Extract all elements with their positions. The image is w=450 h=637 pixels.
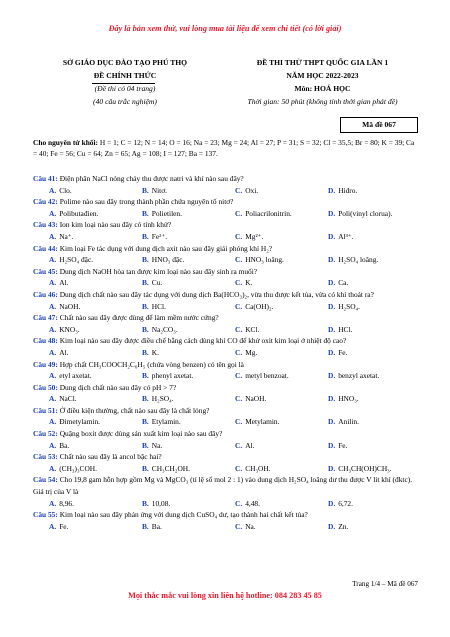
answer-option [49,277,142,289]
question-text: Dung dịch chất nào sau đây có pH > 7? [57,382,177,392]
option-text: Zn. [338,521,349,531]
option-letter: B. [142,371,149,381]
option-text: Ba. [151,521,162,531]
question-text: Chất nào sau đây được dùng để làm mềm nước cứng? [57,313,219,323]
option-text: HCl. [338,324,353,334]
question-text: Cho 19,8 gam hỗn hợp gồm Mg và MgCO₃ (tỉ lệ số mol 2 : 1) vào dung dịch H₂SO₄ loãng dư thu được V lít khí (đktc). Giá trị của V là [33,475,413,497]
option-text: HNO₃. [338,394,359,404]
answer-options [33,498,423,510]
option-text: Al³⁺. [338,231,354,241]
option-text: 10,08. [151,498,171,508]
option-letter: B. [142,185,149,195]
answer-option [235,521,328,533]
page-count-note: (Đề thi có 04 trang) [94,84,156,93]
question-text: Điện phân NaCl nóng chảy thu được natri và khí nào sau đây? [57,174,244,183]
option-text: Anilin. [338,417,359,427]
option-text: K. [245,278,253,288]
option-letter: D. [328,371,336,381]
question [33,335,423,358]
page-footer: Trang 1/4 – Mã đề 067 [352,580,418,588]
question-stem [33,243,423,255]
option-letter: C. [235,324,243,334]
answer-option [328,347,421,359]
question-stem [33,266,423,278]
answer-options [33,185,423,197]
question-number: Câu 49: [33,359,58,369]
answer-option [49,440,142,452]
answer-option [49,498,142,510]
option-text: benzyl axetat. [338,371,380,381]
option-letter: C. [235,278,243,288]
option-letter: A. [49,394,57,404]
answer-option [142,208,235,220]
question-text: Dung dịch chất nào sau đây tác dụng với dung dịch Ba(HCO₃)₂, vừa thu được kết tủa, vừa có khí thoát ra? [57,289,374,299]
question-stem [33,428,423,440]
option-text: NaOH. [59,301,81,311]
answer-option [235,208,328,220]
answer-option [328,254,421,266]
option-letter: A. [49,417,57,427]
atomic-masses [33,137,417,159]
option-text: Fe²⁺. [151,231,168,241]
option-letter: A. [49,521,57,531]
option-letter: A. [49,255,57,265]
option-text: NaOH. [245,394,267,404]
answer-option [328,185,421,197]
answer-option [328,416,421,428]
option-letter: A. [49,498,57,508]
option-letter: B. [142,521,149,531]
option-letter: A. [49,301,57,311]
answer-options [33,463,423,475]
answer-option [235,277,328,289]
exam-code-box: Mã đề 067 [340,117,418,133]
question-number: Câu 45: [33,266,58,276]
answer-option [328,324,421,336]
option-letter: C. [235,440,243,450]
question-stem [33,312,423,324]
answer-option [328,208,421,220]
question [33,173,423,196]
option-text: Metylamin. [245,417,280,427]
answer-option [142,463,235,475]
option-letter: B. [142,440,149,450]
option-letter: A. [49,371,57,381]
option-letter: C. [235,521,243,531]
header-right [225,56,420,108]
option-letter: D. [328,394,336,404]
option-letter: B. [142,301,149,311]
header-left [40,56,210,108]
option-text: 4,48. [245,498,260,508]
answer-option [142,416,235,428]
question-number: Câu 48: [33,336,58,346]
option-text: Na⁺. [59,231,74,241]
option-text: H₂SO₄. [151,394,174,404]
option-letter: D. [328,521,336,531]
answer-option [235,324,328,336]
answer-option [49,347,142,359]
option-letter: B. [142,255,149,265]
option-text: Mg. [245,347,258,357]
question-text: Chất nào sau đây là ancol bậc hai? [57,452,162,462]
answer-options [33,277,423,289]
answer-option [142,301,235,313]
question-stem [33,509,423,521]
option-text: Fe. [59,521,69,531]
option-letter: D. [328,208,336,218]
question-stem [33,451,423,463]
answer-option [235,393,328,405]
answer-option [235,440,328,452]
question-number: Câu 43: [33,220,58,230]
official-label: ĐỀ CHÍNH THỨC [93,71,157,80]
answer-options [33,254,423,266]
answer-option [235,301,328,313]
option-letter: A. [49,231,57,241]
answer-options [33,416,423,428]
option-letter: D. [328,347,336,357]
answer-option [235,347,328,359]
answer-option [328,521,421,533]
option-text: Mg²⁺. [245,231,264,241]
answer-option [235,416,328,428]
question-number: Câu 53: [33,452,58,462]
question [33,289,423,312]
option-letter: D. [328,440,336,450]
question-number: Câu 46: [33,289,58,299]
option-letter: A. [49,324,57,334]
option-letter: A. [49,440,57,450]
option-text: Nitơ. [151,185,167,195]
option-letter: D. [328,498,336,508]
option-text: phenyl axetat. [151,371,194,381]
answer-option [235,463,328,475]
question-text: Kim loại Fe tác dụng với dung dịch axit nào sau đây giải phóng khí H₂? [57,243,273,253]
question-number: Câu 52: [33,429,58,439]
answer-option [142,231,235,243]
subject: Môn: HOÁ HỌC [294,84,351,93]
question-text: Dung dịch NaOH hòa tan được kim loại nào sau đây sinh ra muối? [57,266,258,276]
question-number: Câu 51: [33,405,58,415]
answer-option [235,254,328,266]
option-text: KNO₃. [59,324,80,334]
question-number: Câu 47: [33,313,58,323]
option-text: Polietilen. [151,208,182,218]
option-letter: B. [142,417,149,427]
answer-option [328,301,421,313]
option-text: (CH₃)₃COH. [59,463,97,473]
answer-option [235,185,328,197]
option-letter: A. [49,347,57,357]
option-letter: C. [235,498,243,508]
option-letter: D. [328,324,336,334]
answer-option [328,440,421,452]
question [33,405,423,428]
option-text: Na. [245,521,256,531]
answer-option [49,231,142,243]
option-text: Ca(OH)₂. [245,301,274,311]
answer-option [49,416,142,428]
question-list [33,173,423,532]
question-number: Câu 42: [33,197,58,207]
question-count-note: (40 câu trắc nghiệm) [93,97,157,106]
option-letter: C. [235,463,243,473]
answer-option [142,254,235,266]
option-letter: B. [142,498,149,508]
question-number: Câu 55: [33,510,58,520]
question-number: Câu 44: [33,243,58,253]
option-letter: A. [49,278,57,288]
answer-option [49,185,142,197]
question [33,451,423,474]
answer-option [142,440,235,452]
question-number: Câu 50: [33,382,58,392]
answer-options [33,301,423,313]
answer-options [33,324,423,336]
answer-option [235,370,328,382]
option-letter: B. [142,394,149,404]
question-text: Hợp chất CH₃COOCH₂C₆H₅ (chứa vòng benzen) có tên gọi là [57,359,244,369]
answer-options [33,208,423,220]
question-text: Kim loại nào sau đây phản ứng với dung dịch CuSO₄ dư, tạo thành hai chất kết tủa? [57,510,308,520]
answer-option [49,521,142,533]
question-stem [33,196,423,208]
option-letter: C. [235,394,243,404]
option-text: Hiđro. [338,185,358,195]
answer-option [328,393,421,405]
answer-options [33,370,423,382]
question-stem [33,335,423,347]
option-letter: B. [142,278,149,288]
question [33,509,423,532]
question [33,243,423,266]
option-letter: A. [49,185,57,195]
option-text: Clo. [59,185,72,195]
option-text: metyl benzoat. [245,371,289,381]
option-letter: B. [142,208,149,218]
option-text: Fe. [338,347,348,357]
atomic-masses-label: Cho nguyên tử khối: [33,138,99,147]
option-text: Al. [245,440,255,450]
option-text: HCl. [151,301,166,311]
question-number: Câu 54: [33,475,58,485]
answer-option [142,185,235,197]
answer-option [142,370,235,382]
option-text: Ba. [59,440,70,450]
option-text: Cu. [151,278,163,288]
question-text: Kim loại nào sau đây được điều chế bằng cách dùng khí CO để khử oxit kim loại ở nhiệt độ cao? [57,336,347,346]
option-text: Oxi. [245,185,259,195]
answer-option [328,277,421,289]
option-text: 8,96. [59,498,74,508]
question [33,382,423,405]
answer-options [33,231,423,243]
option-letter: B. [142,324,149,334]
answer-option [142,521,235,533]
answer-option [142,324,235,336]
question-number: Câu 41: [33,174,58,183]
option-text: Na₂CO₃. [151,324,178,334]
option-text: HNO₃ loãng. [245,255,284,265]
option-letter: B. [142,347,149,357]
header-divider [92,83,155,84]
answer-option [142,347,235,359]
option-text: Na. [151,440,163,450]
question-stem [33,219,423,231]
answer-option [328,498,421,510]
option-text: Polibutađien. [59,208,99,218]
option-letter: D. [328,255,336,265]
question-stem [33,382,423,394]
option-text: CH₃OH. [245,463,271,473]
answer-option [235,498,328,510]
question-stem [33,405,423,417]
question [33,219,423,242]
answer-option [328,370,421,382]
option-text: Etylamin. [151,417,181,427]
option-text: Al. [59,278,69,288]
answer-option [49,208,142,220]
question-stem [33,474,423,497]
option-text: H₂SO₄. [338,301,360,311]
option-letter: D. [328,185,336,195]
question-text: Polime nào sau đây trong thành phần chứa nguyên tố nitơ? [57,197,234,207]
option-letter: C. [235,185,243,195]
answer-option [142,393,235,405]
option-letter: D. [328,463,336,473]
question-text: Ion kim loại nào sau đây có tính khử? [57,220,172,230]
option-letter: C. [235,417,243,427]
option-text: Poliacrilonitrin. [245,208,292,218]
option-text: HNO₃ đặc. [151,255,185,265]
option-letter: C. [235,347,243,357]
question [33,312,423,335]
question-stem [33,289,423,301]
option-letter: A. [49,208,57,218]
option-letter: C. [235,255,243,265]
hotline-banner: Mọi thắc mắc vui lòng xin liên hệ hotline: 084 283 45 85 [128,591,322,600]
question-text: Ở điều kiện thường, chất nào sau đây là chất lỏng? [57,405,210,415]
answer-option [49,301,142,313]
option-text: Ca. [338,278,349,288]
option-text: H₂SO₄ đặc. [59,255,94,265]
question-text: Quặng boxit được dùng sản xuất kim loại nào sau đây? [57,429,223,439]
option-text: KCl. [245,324,260,334]
time-limit: Thời gian: 50 phút (không tính thời gian phát đề) [247,97,398,106]
question-stem [33,359,423,371]
option-letter: D. [328,301,336,311]
department-name: SỞ GIÁO DỤC ĐÀO TẠO PHÚ THỌ [62,58,188,67]
option-letter: A. [49,463,57,473]
option-text: Đimetylamin. [59,417,101,427]
answer-options [33,521,423,533]
option-text: Al. [59,347,69,357]
option-text: H₂SO₄ loãng. [338,255,379,265]
option-letter: C. [235,371,243,381]
option-letter: D. [328,278,336,288]
answer-option [49,463,142,475]
answer-option [49,370,142,382]
question [33,196,423,219]
school-year: NĂM HỌC 2022-2023 [286,71,359,80]
option-text: K. [151,347,159,357]
option-text: Fe. [338,440,348,450]
question-stem [33,173,423,185]
answer-option [49,393,142,405]
answer-options [33,347,423,359]
option-letter: B. [142,231,149,241]
option-letter: C. [235,231,243,241]
answer-option [235,231,328,243]
answer-options [33,440,423,452]
option-letter: D. [328,231,336,241]
answer-option [328,231,421,243]
option-text: 6,72. [338,498,353,508]
option-text: CH₃CH(OH)CH₃. [338,463,392,473]
option-text: CH₃CH₂OH. [151,463,190,473]
option-text: Poli(vinyl clorua). [338,208,393,218]
answer-option [328,463,421,475]
answer-option [49,254,142,266]
answer-option [142,498,235,510]
answer-option [142,277,235,289]
atomic-masses-values: H = 1; C = 12; N = 14; O = 16; Na = 23; Mg = 24; Al = 27; P = 31; S = 32; Cl = 35,5; Br = 80; K = 39; Ca = 40; Fe = 56; Cu = 64; Zn = 65; Ag = 108; I = 127; Ba = 137. [33,138,415,158]
option-letter: C. [235,208,243,218]
option-text: NaCl. [59,394,77,404]
answer-options [33,393,423,405]
option-letter: B. [142,463,149,473]
question [33,474,423,509]
option-text: etyl axetat. [59,371,92,381]
exam-title: ĐỀ THI THỬ THPT QUỐC GIA LẦN 1 [256,58,389,67]
answer-option [49,324,142,336]
question [33,359,423,382]
option-letter: D. [328,417,336,427]
preview-banner: Đây là bản xem thử, vui lòng mua tài liệu để xem chi tiết (có lời giải) [108,24,342,33]
question [33,266,423,289]
question [33,428,423,451]
option-letter: C. [235,301,243,311]
